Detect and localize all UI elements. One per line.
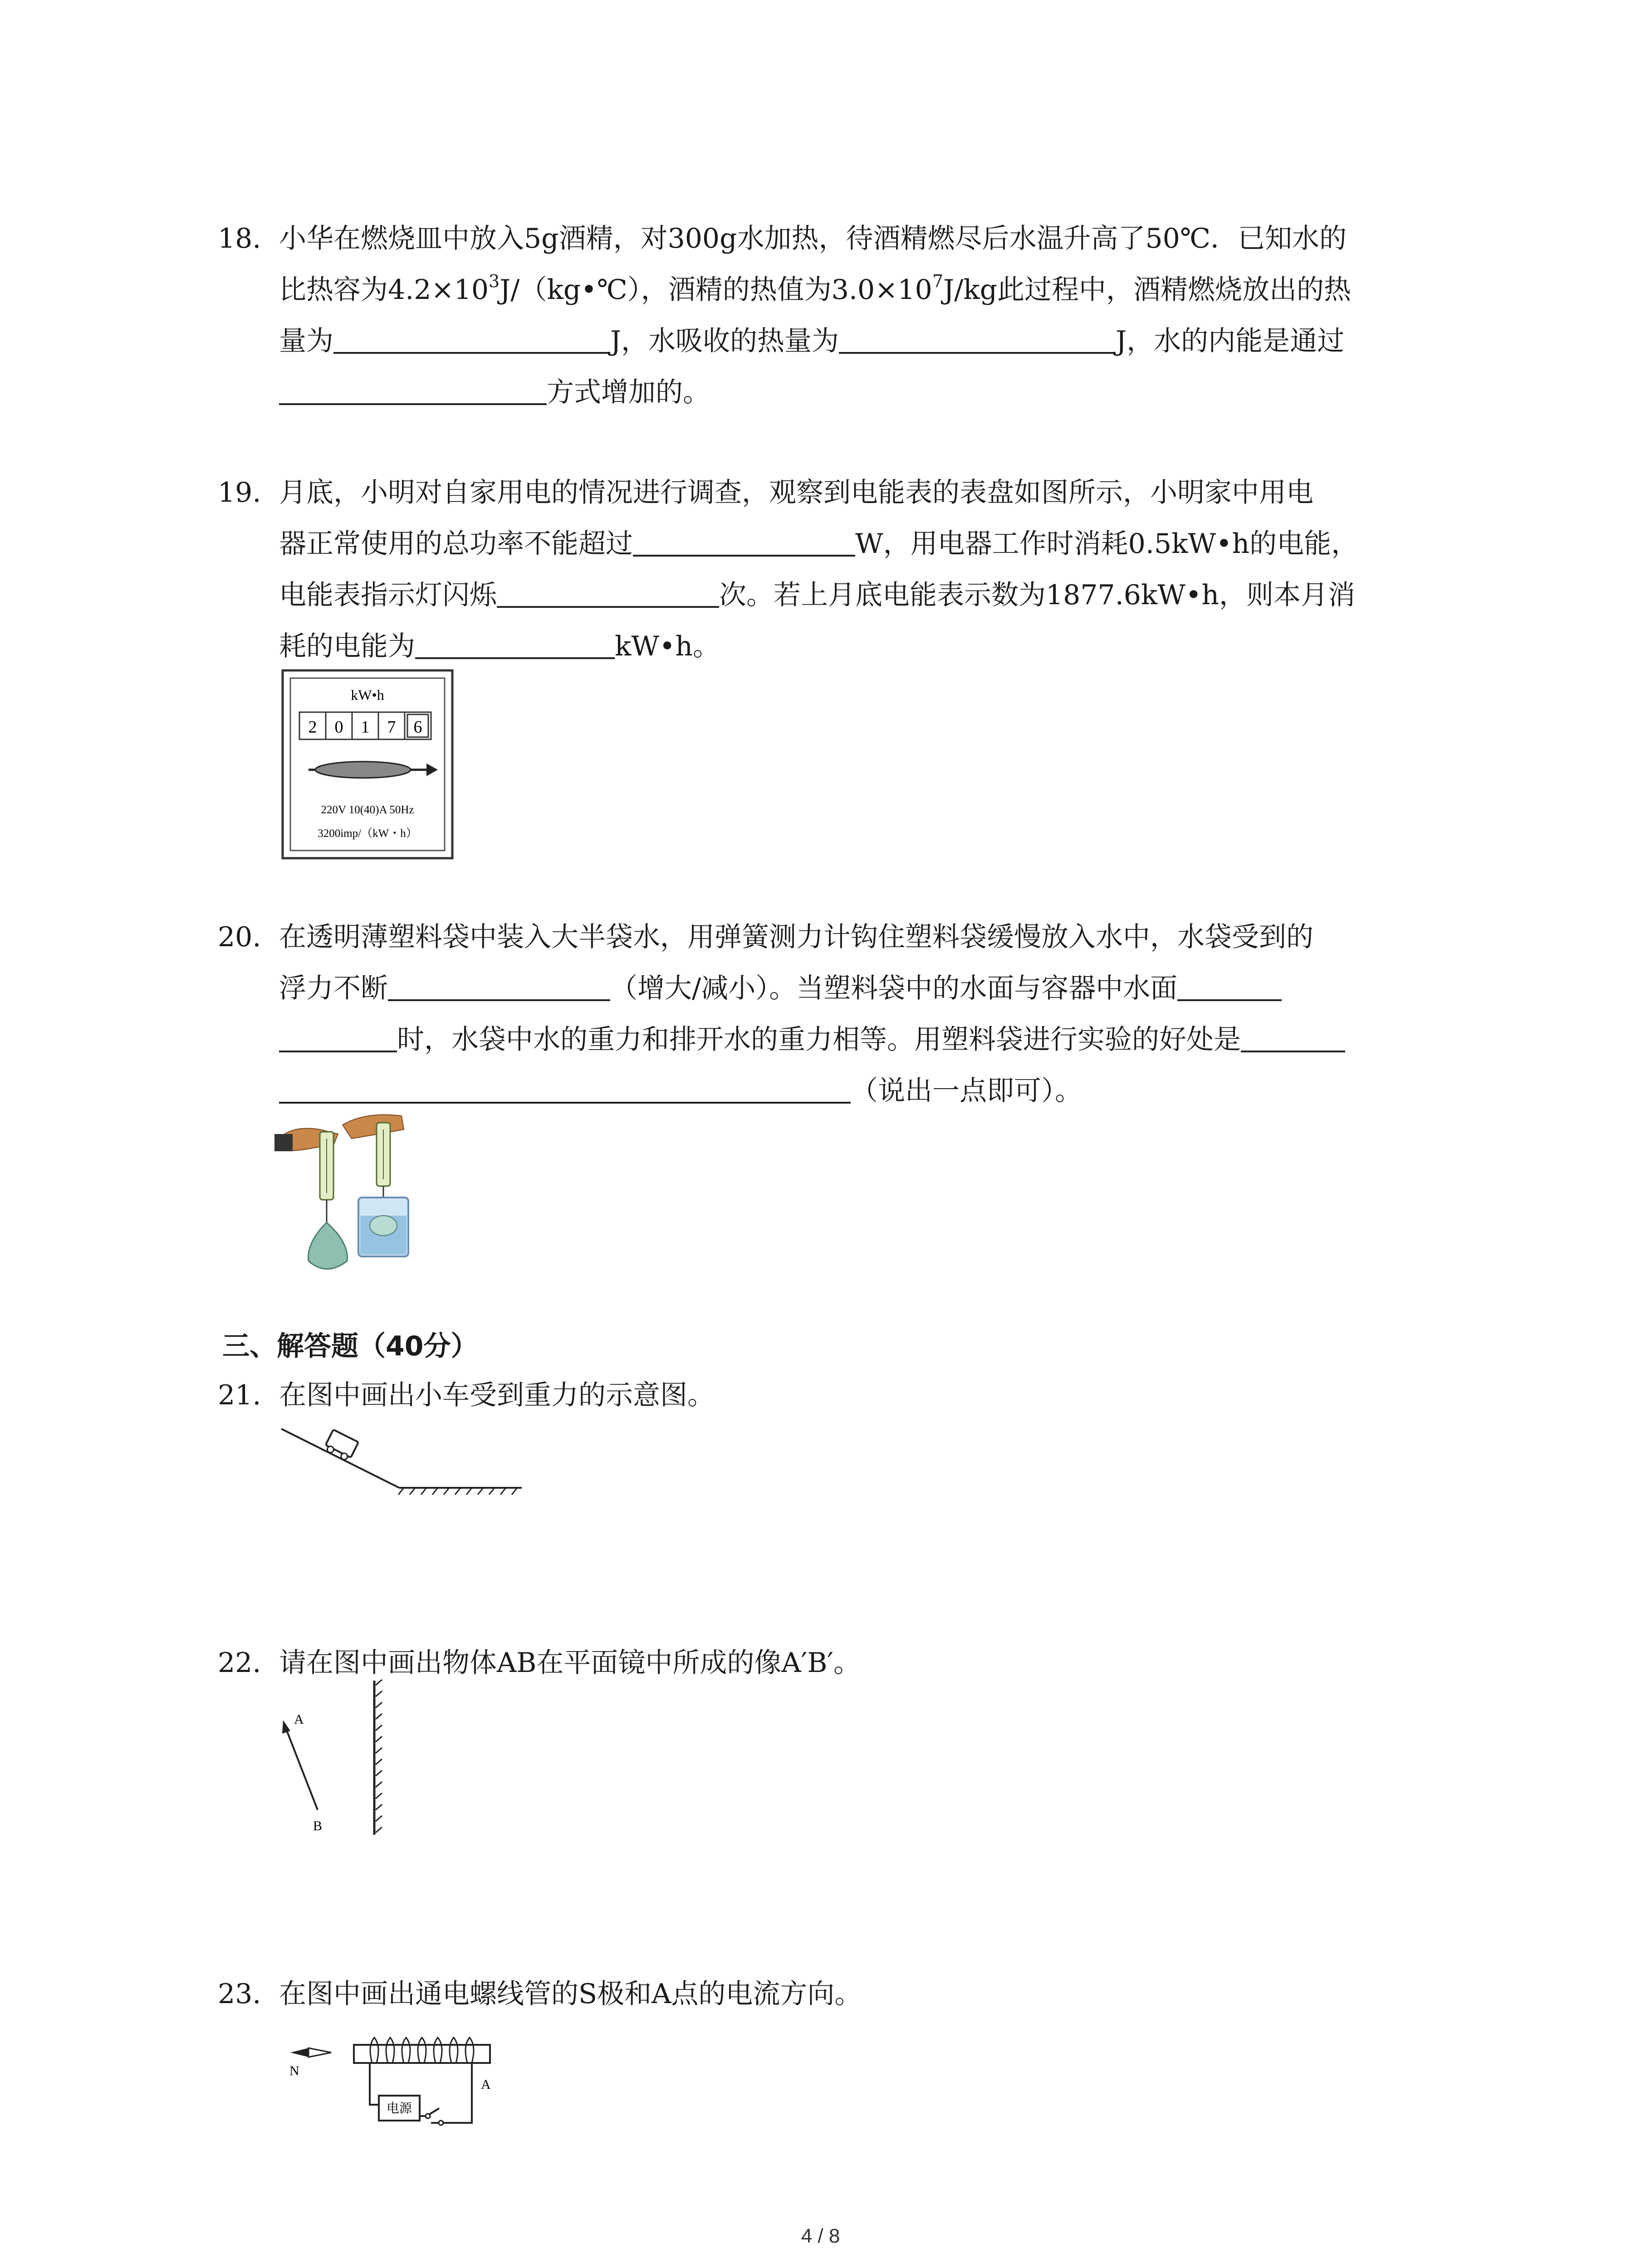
question-22-text: 请在图中画出物体AB在平面镜中所成的像A′B′。: [279, 1647, 861, 1679]
incline-cart-svg: [277, 1420, 531, 1501]
answer-blank[interactable]: [839, 320, 1116, 354]
power-source-label: 电源: [386, 2102, 412, 2116]
question-22: [218, 1637, 1456, 1689]
point-a-label: A: [294, 1712, 304, 1727]
meter-digits: [299, 712, 431, 739]
question-19: [218, 467, 1456, 685]
question-20: [218, 912, 1456, 1129]
answer-blank[interactable]: [333, 320, 610, 354]
meter-digit: 2: [308, 718, 317, 737]
question-19-line-3: 电能表指示灯闪烁 次。若上月底电能表示数为1877.6kW•h，则本月消: [279, 570, 1355, 621]
electricity-meter-svg: [281, 669, 454, 860]
question-number: 21.: [218, 1379, 261, 1411]
point-b-label: B: [313, 1818, 323, 1833]
question-18: [218, 213, 1456, 431]
meter-spec-rating: 220V 10(40)A 50Hz: [321, 804, 414, 816]
incline-cart-figure: [277, 1420, 531, 1501]
solenoid-circuit-svg: [281, 2028, 517, 2141]
compass-needle-icon: [290, 2048, 331, 2057]
question-number: 19.: [218, 477, 261, 508]
question-18-line-2: 比热容为$4.2\times 10^3J/(kg•℃)$，酒精的热值为$3.0\times 10^7J/kg$此过程中，酒精燃烧放出的热: [279, 271, 1352, 306]
question-19-line-2: 器正常使用的总功率不能超过 W，用电器工作时消耗0.5kW•h的电能，: [279, 518, 1358, 570]
question-20-line-4: （说出一点即可）。: [279, 1066, 1082, 1117]
point-a-label: A: [481, 2077, 491, 2092]
question-19-line-4: 耗的电能为 kW•h。: [279, 621, 720, 672]
page-number: 4 / 8: [801, 2225, 840, 2247]
meter-disc-icon: [309, 762, 438, 778]
meter-digit: 7: [387, 718, 396, 737]
section-title: 三、解答题（40分）: [222, 1330, 478, 1362]
meter-spec-imp: 3200imp/（kW・h）: [318, 827, 417, 840]
question-21-text: 在图中画出小车受到重力的示意图。: [279, 1379, 715, 1411]
answer-blank[interactable]: [388, 968, 610, 1001]
spring-scale-figure: [274, 1107, 420, 1279]
question-19-line-1: 月底，小明对自家用电的情况进行调查，观察到电能表的表盘如图所示，小明家中用电: [279, 477, 1313, 508]
question-23-text: 在图中画出通电螺线管的S极和A点的电流方向。: [279, 1978, 862, 2010]
question-23: [218, 1969, 1456, 2020]
solenoid-circuit-figure: [281, 2028, 517, 2141]
cart-icon: [323, 1430, 358, 1462]
question-21: [218, 1370, 1456, 1421]
switch: [429, 2108, 439, 2115]
question-18-line-3: 量为 J，水吸收的热量为 J，水的内能是通过: [279, 316, 1344, 367]
meter-digit: 1: [361, 718, 370, 737]
plane-mirror-svg: [272, 1678, 390, 1842]
question-20-line-3: 时，水袋中水的重力和排开水的重力相等。用塑料袋进行实验的好处是: [279, 1014, 1345, 1066]
meter-unit: kW•h: [351, 687, 384, 703]
question-18-line-1: 小华在燃烧皿中放入5g酒精，对300g水加热，待酒精燃尽后水温升高了50℃．已知水的: [279, 223, 1347, 254]
meter-digit: 6: [413, 718, 422, 737]
electricity-meter-figure: [281, 669, 454, 860]
meter-digit: 0: [334, 718, 343, 737]
question-18-line-4: 方式增加的。: [279, 367, 710, 418]
answer-blank[interactable]: [415, 626, 615, 659]
answer-blank[interactable]: [279, 1070, 851, 1104]
question-number: 22.: [218, 1647, 261, 1679]
question-number: 23.: [218, 1978, 261, 2010]
answer-blank[interactable]: [279, 1019, 397, 1052]
plane-mirror-figure: [272, 1678, 390, 1842]
answer-blank[interactable]: [633, 523, 855, 557]
spring-scale-svg: [274, 1107, 420, 1279]
question-number: 20.: [218, 921, 261, 953]
answer-blank[interactable]: [497, 574, 719, 608]
question-20-line-1: 在透明薄塑料袋中装入大半袋水，用弹簧测力计钩住塑料袋缓慢放入水中，水袋受到的: [279, 921, 1313, 953]
answer-blank[interactable]: [1241, 1019, 1345, 1052]
compass-n-label: N: [289, 2063, 299, 2078]
question-number: 18.: [218, 223, 261, 254]
question-20-line-2: 浮力不断 （增大/减小）。当塑料袋中的水面与容器中水面: [279, 963, 1282, 1014]
answer-blank[interactable]: [279, 371, 547, 405]
answer-blank[interactable]: [1177, 968, 1282, 1001]
